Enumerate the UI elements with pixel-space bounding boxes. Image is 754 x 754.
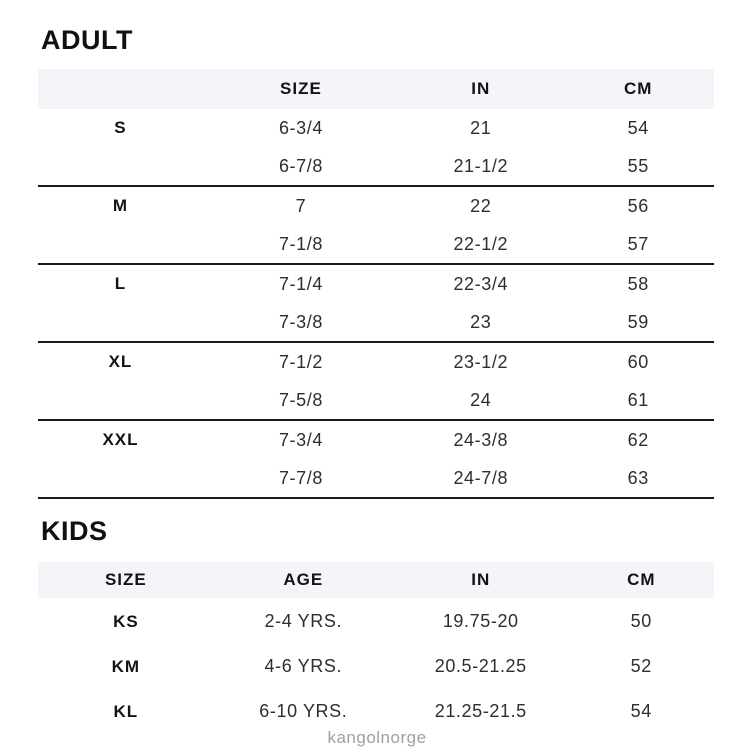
table-row <box>38 303 714 341</box>
table-row <box>38 459 714 497</box>
cm-cell: 50 <box>630 611 652 631</box>
size-label: M <box>112 196 129 215</box>
cm-cell: 52 <box>630 656 652 676</box>
hat-size-cell: 7-5/8 <box>278 389 323 410</box>
table-row <box>38 265 714 303</box>
inches-cell: 23 <box>470 311 492 332</box>
inches-cell: 21-1/2 <box>453 155 509 176</box>
kids-table-body <box>38 599 714 734</box>
brand-watermark: kangolnorge <box>327 728 427 747</box>
inches-cell: 22-3/4 <box>453 273 509 294</box>
size-label: XL <box>108 352 133 371</box>
adult-group-m <box>38 187 714 265</box>
kids-header-cm: CM <box>627 570 656 589</box>
table-row <box>38 599 714 644</box>
table-row <box>38 109 714 147</box>
kids-header-size: SIZE <box>104 570 147 589</box>
hat-size-cell: 7-1/4 <box>278 273 323 294</box>
inches-cell: 19.75-20 <box>442 611 519 631</box>
size-label: KL <box>113 701 139 721</box>
inches-cell: 24-3/8 <box>453 429 509 450</box>
inches-cell: 21.25-21.5 <box>434 701 527 721</box>
table-row <box>38 225 714 263</box>
inches-cell: 22 <box>470 195 492 216</box>
hat-size-cell: 6-3/4 <box>278 117 323 138</box>
inches-cell: 21 <box>470 117 492 138</box>
kids-header-in: IN <box>471 570 491 589</box>
table-row <box>38 147 714 185</box>
kids-table-header <box>38 562 714 598</box>
hat-size-cell: 7-1/8 <box>278 233 323 254</box>
cm-cell: 58 <box>627 273 649 294</box>
adult-table-header <box>38 69 714 109</box>
inches-cell: 22-1/2 <box>453 233 509 254</box>
size-label: XXL <box>102 430 139 449</box>
cm-cell: 54 <box>630 701 652 721</box>
adult-group-s <box>38 109 714 187</box>
cm-cell: 56 <box>627 195 649 216</box>
size-label: L <box>114 274 127 293</box>
size-label: KS <box>113 611 139 631</box>
cm-cell: 63 <box>627 467 649 488</box>
cm-cell: 61 <box>627 389 649 410</box>
hat-size-cell: 7-1/2 <box>278 351 323 372</box>
table-row <box>38 343 714 381</box>
hat-size-cell: 7-3/8 <box>278 311 323 332</box>
inches-cell: 24-7/8 <box>453 467 509 488</box>
hat-size-cell: 7-7/8 <box>278 467 323 488</box>
cm-cell: 55 <box>627 155 649 176</box>
inches-cell: 23-1/2 <box>453 351 509 372</box>
size-label: KM <box>111 656 141 676</box>
hat-size-cell: 7-3/4 <box>278 429 323 450</box>
age-cell: 6-10 YRS. <box>259 701 348 721</box>
cm-cell: 60 <box>627 351 649 372</box>
cm-cell: 59 <box>627 311 649 332</box>
adult-section-title: ADULT <box>41 25 133 55</box>
table-row <box>38 644 714 689</box>
age-cell: 4-6 YRS. <box>264 656 343 676</box>
adult-group-l <box>38 265 714 343</box>
age-cell: 2-4 YRS. <box>264 611 343 631</box>
table-row <box>38 421 714 459</box>
kids-section-title: KIDS <box>41 516 108 546</box>
adult-group-xxl <box>38 421 714 499</box>
cm-cell: 54 <box>627 117 649 138</box>
table-row <box>38 381 714 419</box>
size-label: S <box>114 118 127 137</box>
adult-header-size: SIZE <box>280 79 322 98</box>
adult-header-in: IN <box>471 79 491 98</box>
cm-cell: 62 <box>627 429 649 450</box>
inches-cell: 20.5-21.25 <box>434 656 527 676</box>
inches-cell: 24 <box>470 389 492 410</box>
hat-size-cell: 6-7/8 <box>278 155 323 176</box>
table-row <box>38 187 714 225</box>
cm-cell: 57 <box>627 233 649 254</box>
adult-table-body <box>38 109 714 499</box>
adult-header-cm: CM <box>624 79 653 98</box>
hat-size-cell: 7 <box>295 195 307 216</box>
kids-header-age: AGE <box>283 570 324 589</box>
adult-group-xl <box>38 343 714 421</box>
